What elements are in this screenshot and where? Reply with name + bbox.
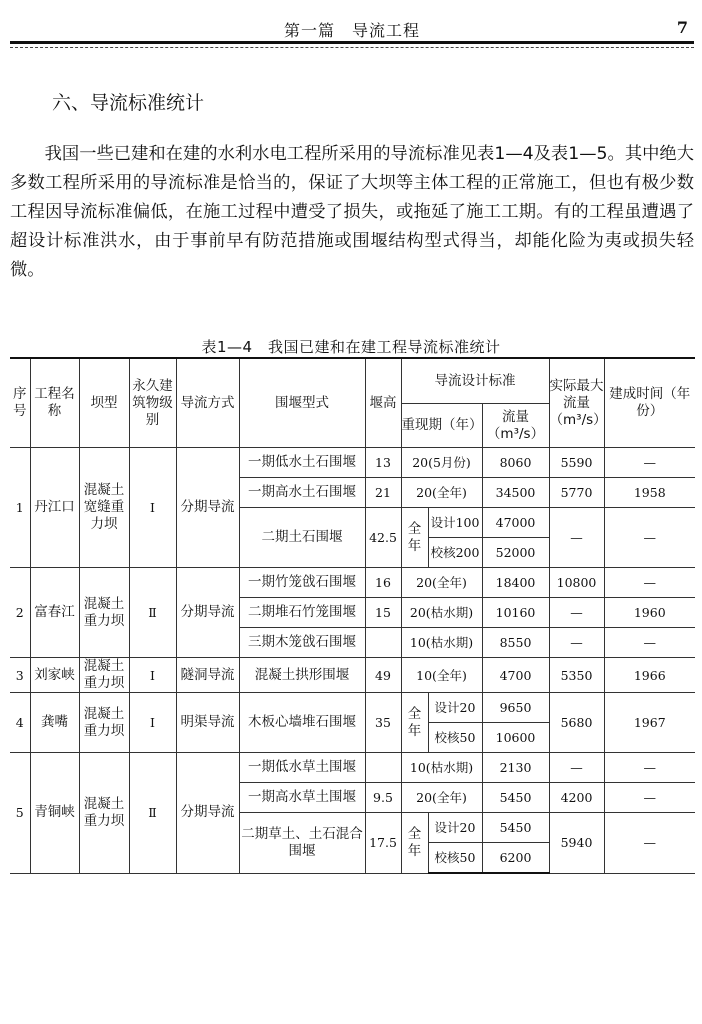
table-row bbox=[10, 568, 695, 598]
cell-period-label: 全年 bbox=[401, 693, 428, 753]
page-header bbox=[10, 14, 694, 40]
cell-project-name: 龚嘴 bbox=[30, 693, 79, 753]
cell-period-label: 全年 bbox=[401, 508, 428, 568]
cell-cofferdam: 木板心墙堆石围堰 bbox=[239, 693, 365, 753]
cell-period: 10(枯水期) bbox=[401, 753, 482, 783]
cell-max-flow: 5680 bbox=[549, 693, 604, 753]
cell-grade: Ⅱ bbox=[129, 753, 176, 874]
cell-flow: 5450 bbox=[482, 813, 549, 843]
cell-max-flow: 10800 bbox=[549, 568, 604, 598]
running-head: 第一篇 导流工程 bbox=[283, 21, 420, 40]
cell-dam-type: 混凝土重力坝 bbox=[79, 658, 129, 693]
cell-cofferdam: 二期土石围堰 bbox=[239, 508, 365, 568]
table-row bbox=[10, 753, 695, 783]
header-cofferdam: 围堰型式 bbox=[239, 358, 365, 448]
cell-cofferdam: 一期低水土石围堰 bbox=[239, 448, 365, 478]
header-year: 建成时间（年份） bbox=[604, 358, 695, 448]
cell-height: 21 bbox=[365, 478, 401, 508]
cell-seq: 5 bbox=[10, 753, 30, 874]
header-rule bbox=[10, 41, 694, 44]
cell-period: 20(全年) bbox=[401, 478, 482, 508]
cell-period: 设计20 bbox=[428, 693, 482, 723]
cell-project-name: 富春江 bbox=[30, 568, 79, 658]
section-heading: 六、导流标准统计 bbox=[52, 92, 205, 114]
page-number: 7 bbox=[676, 18, 688, 37]
cell-height: 16 bbox=[365, 568, 401, 598]
cell-cofferdam: 混凝土拱形围堰 bbox=[239, 658, 365, 693]
cell-flow: 6200 bbox=[482, 843, 549, 874]
cell-flow: 2130 bbox=[482, 753, 549, 783]
cell-dam-type: 混凝土重力坝 bbox=[79, 693, 129, 753]
cell-year: — bbox=[604, 448, 695, 478]
cell-period: 设计20 bbox=[428, 813, 482, 843]
cell-cofferdam: 一期高水草土围堰 bbox=[239, 783, 365, 813]
cell-height: 17.5 bbox=[365, 813, 401, 874]
cell-method: 明渠导流 bbox=[176, 693, 239, 753]
cell-year: 1960 bbox=[604, 598, 695, 628]
cell-period: 10(枯水期) bbox=[401, 628, 482, 658]
table-row bbox=[10, 693, 695, 723]
cell-method: 分期导流 bbox=[176, 448, 239, 568]
header-project-name: 工程名称 bbox=[30, 358, 79, 448]
header-return-period: 重现期（年） bbox=[401, 404, 482, 448]
cell-period: 20(全年) bbox=[401, 783, 482, 813]
header-height: 堰高 bbox=[365, 358, 401, 448]
cell-flow: 10600 bbox=[482, 723, 549, 753]
cell-year: 1967 bbox=[604, 693, 695, 753]
cell-project-name: 丹江口 bbox=[30, 448, 79, 568]
cell-max-flow: 4200 bbox=[549, 783, 604, 813]
cell-flow: 52000 bbox=[482, 538, 549, 568]
cell-cofferdam: 二期草土、土石混合围堰 bbox=[239, 813, 365, 874]
diversion-standards-table bbox=[10, 357, 695, 874]
header-method: 导流方式 bbox=[176, 358, 239, 448]
cell-height: 42.5 bbox=[365, 508, 401, 568]
cell-max-flow: — bbox=[549, 598, 604, 628]
cell-flow: 8550 bbox=[482, 628, 549, 658]
cell-method: 分期导流 bbox=[176, 753, 239, 874]
table-row bbox=[10, 448, 695, 478]
cell-height: 9.5 bbox=[365, 783, 401, 813]
cell-method: 隧洞导流 bbox=[176, 658, 239, 693]
cell-period: 校核50 bbox=[428, 843, 482, 874]
cell-period: 20(全年) bbox=[401, 568, 482, 598]
cell-year: — bbox=[604, 813, 695, 874]
cell-max-flow: — bbox=[549, 628, 604, 658]
cell-project-name: 青铜峡 bbox=[30, 753, 79, 874]
cell-year: — bbox=[604, 783, 695, 813]
cell-seq: 4 bbox=[10, 693, 30, 753]
cell-cofferdam: 一期高水土石围堰 bbox=[239, 478, 365, 508]
cell-grade: Ⅱ bbox=[129, 568, 176, 658]
cell-year: — bbox=[604, 753, 695, 783]
cell-flow: 5450 bbox=[482, 783, 549, 813]
cell-seq: 2 bbox=[10, 568, 30, 658]
cell-grade: Ⅰ bbox=[129, 658, 176, 693]
cell-grade: Ⅰ bbox=[129, 448, 176, 568]
cell-height: 35 bbox=[365, 693, 401, 753]
cell-flow: 10160 bbox=[482, 598, 549, 628]
cell-max-flow: 5770 bbox=[549, 478, 604, 508]
header-grade: 永久建筑物级别 bbox=[129, 358, 176, 448]
cell-height: 15 bbox=[365, 598, 401, 628]
cell-max-flow: 5350 bbox=[549, 658, 604, 693]
cell-max-flow: — bbox=[549, 508, 604, 568]
header-dam-type: 坝型 bbox=[79, 358, 129, 448]
cell-height bbox=[365, 753, 401, 783]
cell-year: — bbox=[604, 568, 695, 598]
cell-flow: 18400 bbox=[482, 568, 549, 598]
cell-dam-type: 混凝土宽缝重力坝 bbox=[79, 448, 129, 568]
cell-dam-type: 混凝土重力坝 bbox=[79, 753, 129, 874]
cell-height bbox=[365, 628, 401, 658]
cell-period: 20(5月份) bbox=[401, 448, 482, 478]
header-seq: 序号 bbox=[10, 358, 30, 448]
cell-cofferdam: 二期堆石竹笼围堰 bbox=[239, 598, 365, 628]
cell-flow: 8060 bbox=[482, 448, 549, 478]
cell-method: 分期导流 bbox=[176, 568, 239, 658]
header-dashed-rule bbox=[10, 47, 694, 48]
header-design-standard: 导流设计标准 bbox=[401, 358, 549, 404]
table-row bbox=[10, 658, 695, 693]
cell-flow: 34500 bbox=[482, 478, 549, 508]
cell-period: 校核50 bbox=[428, 723, 482, 753]
cell-cofferdam: 三期木笼戗石围堰 bbox=[239, 628, 365, 658]
cell-year: — bbox=[604, 628, 695, 658]
cell-grade: Ⅰ bbox=[129, 693, 176, 753]
cell-height: 13 bbox=[365, 448, 401, 478]
cell-project-name: 刘家峡 bbox=[30, 658, 79, 693]
header-max-flow: 实际最大流量（m³/s） bbox=[549, 358, 604, 448]
cell-max-flow: 5940 bbox=[549, 813, 604, 874]
cell-max-flow: 5590 bbox=[549, 448, 604, 478]
cell-flow: 9650 bbox=[482, 693, 549, 723]
cell-dam-type: 混凝土重力坝 bbox=[79, 568, 129, 658]
body-paragraph: 我国一些已建和在建的水利水电工程所采用的导流标准见表1—4及表1—5。其中绝大多数工程所采用的导流标准是恰当的，保证了大坝等主体工程的正常施工，但也有极少数工程因导流标准偏低，在施工过程中遭受了损失，或拖延了施工工期。有的工程虽遭遇了超设计标准洪水，由于事前早有防范措施或围堰结构型式得当，却能化险为夷或损失轻微。 bbox=[10, 144, 694, 280]
cell-period: 设计100 bbox=[428, 508, 482, 538]
cell-height: 49 bbox=[365, 658, 401, 693]
cell-max-flow: — bbox=[549, 753, 604, 783]
cell-cofferdam: 一期竹笼戗石围堰 bbox=[239, 568, 365, 598]
cell-cofferdam: 一期低水草土围堰 bbox=[239, 753, 365, 783]
cell-year: 1958 bbox=[604, 478, 695, 508]
cell-period: 20(枯水期) bbox=[401, 598, 482, 628]
cell-flow: 4700 bbox=[482, 658, 549, 693]
table-title: 表1—4 我国已建和在建工程导流标准统计 bbox=[201, 338, 501, 356]
cell-seq: 1 bbox=[10, 448, 30, 568]
header-flow: 流量（m³/s） bbox=[482, 404, 549, 448]
cell-period: 10(全年) bbox=[401, 658, 482, 693]
cell-seq: 3 bbox=[10, 658, 30, 693]
cell-year: 1966 bbox=[604, 658, 695, 693]
cell-flow: 47000 bbox=[482, 508, 549, 538]
cell-period: 校核200 bbox=[428, 538, 482, 568]
cell-year: — bbox=[604, 508, 695, 568]
cell-period-label: 全年 bbox=[401, 813, 428, 874]
